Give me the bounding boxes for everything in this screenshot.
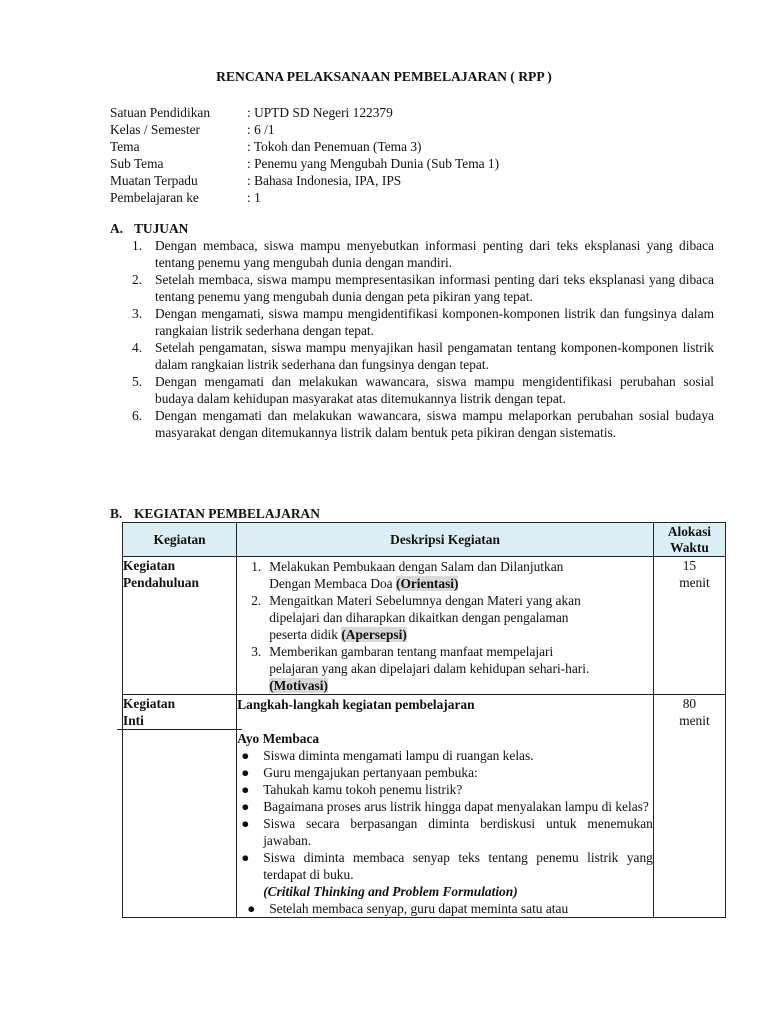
bullet-text: Bagaimana proses arus listrik hingga dapat menyalakan lampu di kelas? xyxy=(263,799,649,814)
identity-label: Tema xyxy=(110,139,140,154)
item-line: dipelajari dan diharapkan dikaitkan dengan pengalaman xyxy=(269,610,569,625)
item-line-text: peserta didik xyxy=(269,627,342,642)
kegiatan-cell xyxy=(123,557,237,695)
section-title: TUJUAN xyxy=(134,221,189,236)
identity-row xyxy=(110,138,499,155)
kegiatan-label: Kegiatan xyxy=(123,558,176,573)
goal-item xyxy=(110,407,714,441)
goal-number: 3. xyxy=(132,306,143,321)
stage-tag: (Orientasi) xyxy=(395,576,459,591)
identity-value: : Bahasa Indonesia, IPA, IPS xyxy=(247,173,402,188)
inti-subheading: Ayo Membaca xyxy=(237,731,320,746)
bullet-text: Siswa secara berpasangan diminta berdiskusi untuk menemukan jawaban. xyxy=(263,816,653,848)
identity-block xyxy=(110,104,499,206)
identity-value: : 1 xyxy=(247,190,261,205)
item-line: Melakukan Pembukaan dengan Salam dan Dilanjutkan xyxy=(269,559,564,574)
goal-number: 5. xyxy=(132,374,143,389)
identity-value: : UPTD SD Negeri 122379 xyxy=(247,105,393,120)
header-kegiatan: Kegiatan xyxy=(123,523,237,557)
goal-text: Dengan mengamati, siswa mampu mengidentifikasi komponen-komponen listrik dan fungsinya dalam rangkaian listrik sederhana dengan tepat. xyxy=(155,306,714,338)
table-row-inti xyxy=(123,695,726,918)
inti-heading: Langkah-langkah kegiatan pembelajaran xyxy=(237,697,475,712)
list-item xyxy=(237,781,653,798)
bullet-text: Siswa diminta mengamati lampu di ruangan kelas. xyxy=(263,748,534,763)
bullet-text: Guru mengajukan pertanyaan pembuka: xyxy=(263,765,478,780)
pendahuluan-list xyxy=(237,557,653,694)
identity-value: : 6 /1 xyxy=(247,122,275,137)
bullet-icon: ● xyxy=(241,748,250,763)
alokasi-cell xyxy=(653,695,725,918)
goal-item xyxy=(110,305,714,339)
bullet-text: Tahukah kamu tokoh penemu listrik? xyxy=(263,782,463,797)
list-item xyxy=(243,643,647,694)
goal-text: Dengan membaca, siswa mampu menyebutkan informasi penting dari teks eksplanasi yang dibaca tentang penemu yang mengubah dunia dengan mandiri. xyxy=(155,238,714,270)
item-number: 3. xyxy=(251,644,262,659)
item-line-text: Dengan Membaca Doa xyxy=(269,576,396,591)
spacer xyxy=(237,713,653,730)
goals-list xyxy=(110,237,714,441)
goal-number: 2. xyxy=(132,272,143,287)
goal-number: 6. xyxy=(132,408,143,423)
item-line xyxy=(269,677,647,694)
section-a-heading xyxy=(110,220,188,237)
goal-item xyxy=(110,237,714,271)
identity-row xyxy=(110,189,499,206)
section-letter: B. xyxy=(110,506,123,521)
list-item xyxy=(237,815,653,849)
stage-tag: (Apersepsi) xyxy=(341,627,407,642)
deskripsi-cell xyxy=(237,557,654,695)
time-unit: menit xyxy=(679,575,710,590)
item-line: Memberikan gambaran tentang manfaat mempelajari xyxy=(269,644,554,659)
stage-tag: (Motivasi) xyxy=(269,678,328,693)
section-b-heading xyxy=(110,505,320,522)
bullet-icon: ● xyxy=(241,765,250,780)
item-line: pelajaran yang akan dipelajari dalam kehidupan sehari-hari. xyxy=(269,661,590,676)
item-line: Mengaitkan Materi Sebelumnya dengan Materi yang akan xyxy=(269,593,581,608)
time-value: 80 xyxy=(682,696,697,711)
deskripsi-cell xyxy=(237,695,654,918)
bullet-text: Siswa diminta membaca senyap teks tentang penemu listrik yang terdapat di buku. xyxy=(263,850,653,882)
list-item xyxy=(237,747,653,764)
kegiatan-label: Inti xyxy=(123,713,144,728)
inti-bullet-list xyxy=(237,747,653,917)
list-item xyxy=(237,764,653,781)
identity-label: Sub Tema xyxy=(110,156,164,171)
kegiatan-table xyxy=(122,522,726,918)
item-line xyxy=(269,626,647,643)
kegiatan-cell xyxy=(123,695,237,918)
table-row-pendahuluan xyxy=(123,557,726,695)
list-item xyxy=(237,798,653,815)
header-deskripsi: Deskripsi Kegiatan xyxy=(237,523,654,557)
goal-number: 4. xyxy=(132,340,143,355)
goal-item xyxy=(110,339,714,373)
goal-number: 1. xyxy=(132,238,143,253)
header-alokasi-line: Alokasi xyxy=(667,523,712,539)
bullet-icon: ● xyxy=(241,782,250,797)
identity-label: Satuan Pendidikan xyxy=(110,105,211,120)
goal-text: Dengan mengamati dan melakukan wawancara, siswa mampu mengidentifikasi perubahan sosial budaya dalam kehidupan masyarakat atas ditemukannya listrik dengan tepat. xyxy=(155,374,714,406)
kegiatan-label: Pendahuluan xyxy=(123,575,199,590)
section-title: KEGIATAN PEMBELAJARAN xyxy=(134,506,320,521)
identity-value: : Penemu yang Mengubah Dunia (Sub Tema 1) xyxy=(247,156,500,171)
alokasi-cell xyxy=(653,557,725,695)
header-alokasi-line: Waktu xyxy=(670,539,709,555)
bullet-icon: ● xyxy=(247,901,256,916)
document-title: RENCANA PELAKSANAAN PEMBELAJARAN ( RPP ) xyxy=(216,69,552,84)
section-letter: A. xyxy=(110,221,124,236)
kegiatan-label: Kegiatan xyxy=(123,696,176,711)
item-number: 2. xyxy=(251,593,262,608)
identity-label: Pembelajaran ke xyxy=(110,190,199,205)
goal-text: Dengan mengamati dan melakukan wawancara, siswa mampu melaporkan perubahan sosial budaya masyarakat dengan ditemukannya listrik dalam bentuk peta pikiran dengan sistematis. xyxy=(155,408,714,440)
identity-value: : Tokoh dan Penemuan (Tema 3) xyxy=(247,139,422,154)
cell-divider xyxy=(117,729,242,730)
item-number: 1. xyxy=(251,559,262,574)
skill-note: (Critikal Thinking and Problem Formulation) xyxy=(263,884,518,899)
goal-item xyxy=(110,271,714,305)
time-value: 15 xyxy=(682,558,697,573)
identity-row xyxy=(110,172,499,189)
bullet-icon: ● xyxy=(241,816,250,831)
list-item xyxy=(243,592,647,643)
identity-row xyxy=(110,155,499,172)
identity-label: Muatan Terpadu xyxy=(110,173,198,188)
goal-text: Setelah membaca, siswa mampu mempresentasikan informasi penting dari teks eksplanasi yang dibaca tentang penemu yang mengubah dunia dengan peta pikiran yang tepat. xyxy=(155,272,714,304)
bullet-icon: ● xyxy=(241,799,250,814)
goal-text: Setelah pengamatan, siswa mampu menyajikan hasil pengamatan tentang komponen-komponen listrik dalam rangkaian listrik sederhana dan fungsinya dengan tepat. xyxy=(155,340,714,372)
list-item xyxy=(237,900,653,917)
list-item xyxy=(243,558,647,592)
identity-row xyxy=(110,121,499,138)
header-alokasi xyxy=(653,523,725,557)
bullet-icon: ● xyxy=(241,850,250,865)
time-unit: menit xyxy=(679,713,710,728)
item-line xyxy=(269,575,647,592)
table-header-row xyxy=(123,523,726,557)
list-item xyxy=(237,849,653,883)
identity-label: Kelas / Semester xyxy=(110,122,200,137)
identity-row xyxy=(110,104,499,121)
goal-item xyxy=(110,373,714,407)
bullet-text: Setelah membaca senyap, guru dapat meminta satu atau xyxy=(269,901,569,916)
